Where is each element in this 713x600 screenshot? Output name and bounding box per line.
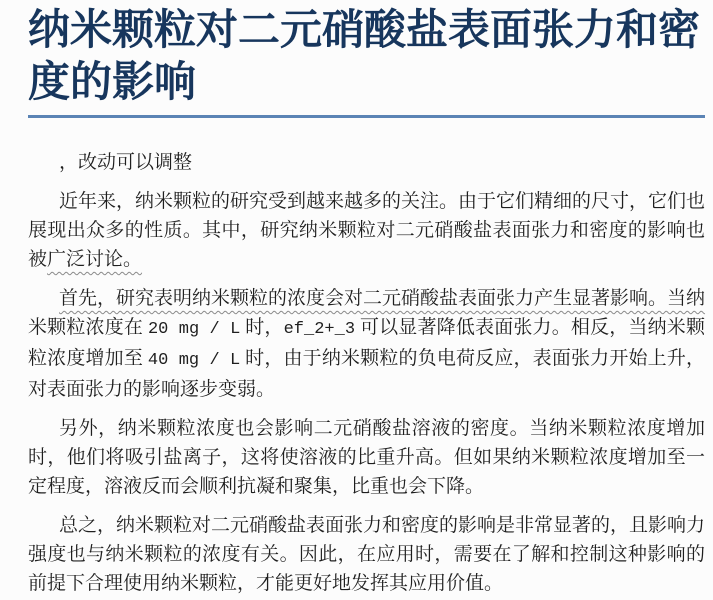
text-segment: 总之，纳米颗粒对二元硝酸盐表面张力和密度的影响是非常显著的，且影响力强度也与纳米颗粒的浓度有关。因此，在应用时，需要在了解和控制这种影响的前提下合理使用纳米颗粒，才能更好地发挥其应用价值。 [28,515,706,594]
document-title: 纳米颗粒对二元硝酸盐表面张力和密度的影响 [28,4,705,118]
paragraph [28,284,705,404]
text-segment-mono: ef_2+_3 [283,320,356,339]
text-segment: 近年来，纳米颗粒的研究受到越来越多的关注。由于它们精细的尺寸，它们也展现出众多的性质。其中，研究纳米颗粒对二元硝酸盐表面张力和密度的影响也被 [28,191,706,270]
text-segment-mono: 40 mg / L [147,351,241,370]
text-segment-mono: 20 mg / L [147,320,241,339]
text-segment-wavy: 首先，研究表明纳米颗粒的浓度会对二元硝酸盐表面张力产生显著影响。当纳 [59,288,706,309]
document-body [28,148,705,598]
paragraph [28,187,705,274]
text-segment: 另外，纳米颗粒浓度也会影响二元硝酸盐溶液的密度。当纳米颗粒浓度增加时，他们将吸引盐离子，这将使溶液的比重升高。但如果纳米颗粒浓度增加至一定程度，溶液反而会顺利抗凝和聚集，比重也会下降。 [28,418,705,497]
paragraph [28,511,705,598]
text-segment: 可以显著降低表面张力。相反，当纳米颗粒浓度增加至 [28,317,705,369]
text-segment-wavy: 广泛讨论。 [47,249,143,270]
intro-line: ，改动可以调整 [59,152,193,173]
text-segment: 米颗粒浓度在 [28,317,148,338]
paragraphs-container [28,187,705,598]
text-segment: 时， [240,317,284,338]
paragraph [28,414,705,501]
text-segment: 时，由于纳米颗粒的负电荷反应，表面张力开始上升，对表面张力的影响逐步变弱。 [28,348,705,400]
